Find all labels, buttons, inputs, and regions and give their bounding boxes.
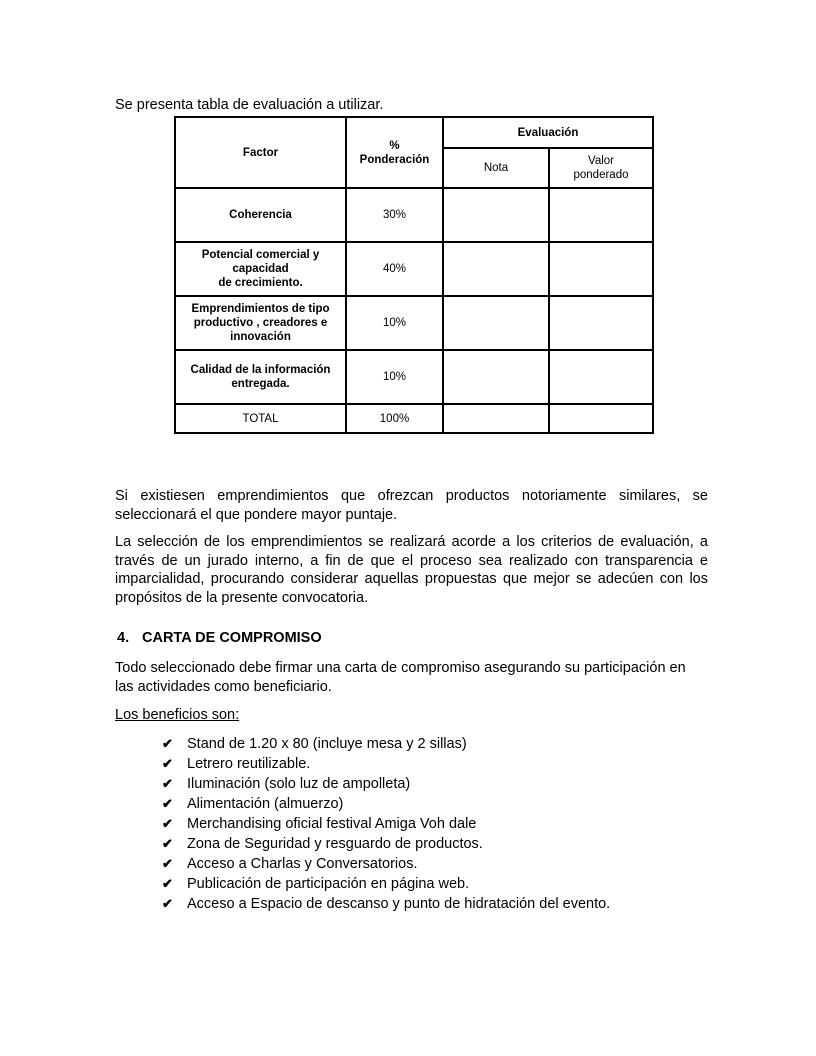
check-icon: ✔ (162, 876, 173, 891)
table-row (175, 188, 653, 242)
factor-cell (175, 188, 346, 242)
header-ponderacion-label: Ponderación (359, 153, 430, 166)
check-icon: ✔ (162, 776, 173, 791)
list-item (162, 894, 610, 914)
intro-text: Se presenta tabla de evaluación a utilizar. (115, 97, 384, 113)
benefit-text: Iluminación (solo luz de ampolleta) (187, 776, 411, 792)
list-item (162, 774, 610, 794)
total-nota-cell[interactable] (443, 404, 549, 433)
check-icon: ✔ (162, 856, 173, 871)
total-row (175, 404, 653, 433)
check-icon: ✔ (162, 896, 173, 911)
factor-cell (175, 296, 346, 350)
section-number: 4. (117, 630, 130, 646)
table-row (175, 242, 653, 296)
weight-cell: 40% (346, 242, 443, 296)
table-row (175, 350, 653, 404)
nota-cell[interactable] (443, 296, 549, 350)
header-factor: Factor (175, 117, 346, 188)
list-item (162, 754, 610, 774)
paragraph-selection-criteria: La selección de los emprendimientos se realizará acorde a los criterios de evaluación, a través de un jurado interno, a fin de que el proceso sea realizado con transparencia e imparcialidad, procurando considerar aquellas propuestas que mejor se adecúen con los propósitos de la presente convocatoria. (115, 534, 708, 606)
factor-line: capacidad (232, 263, 289, 275)
list-item (162, 734, 610, 754)
factor-line: Calidad de la información (190, 364, 331, 376)
evaluation-table (174, 116, 654, 434)
header-nota: Nota (443, 148, 549, 188)
factor-line: Potencial comercial y (201, 249, 320, 261)
factor-line: de crecimiento. (218, 277, 303, 289)
benefit-text: Merchandising oficial festival Amiga Voh dale (187, 816, 477, 832)
check-icon: ✔ (162, 796, 173, 811)
list-item (162, 874, 610, 894)
factor-cell (175, 350, 346, 404)
factor-line: productivo , creadores e (193, 317, 328, 329)
header-pct: % (389, 139, 400, 152)
benefits-list (162, 734, 610, 914)
check-icon: ✔ (162, 836, 173, 851)
valor-cell[interactable] (549, 242, 653, 296)
header-valor-line2: ponderado (573, 169, 629, 181)
factor-line: innovación (230, 331, 291, 343)
factor-line: Emprendimientos de tipo (191, 303, 330, 315)
section-body: Todo seleccionado debe firmar una carta de compromiso asegurando su participación en las actividades como beneficiario. (115, 660, 686, 695)
section-heading (117, 630, 322, 646)
total-valor-cell[interactable] (549, 404, 653, 433)
weight-cell: 30% (346, 188, 443, 242)
factor-line: Coherencia (229, 209, 292, 221)
nota-cell[interactable] (443, 242, 549, 296)
header-evaluacion: Evaluación (443, 117, 653, 148)
valor-cell[interactable] (549, 350, 653, 404)
header-valor-ponderado (549, 148, 653, 188)
factor-cell (175, 242, 346, 296)
total-weight: 100% (346, 404, 443, 433)
benefit-text: Letrero reutilizable. (187, 756, 311, 772)
table-row (175, 296, 653, 350)
list-item (162, 854, 610, 874)
weight-cell: 10% (346, 296, 443, 350)
benefit-text: Publicación de participación en página web. (187, 876, 470, 892)
list-item (162, 814, 610, 834)
weight-cell: 10% (346, 350, 443, 404)
benefit-text: Acceso a Espacio de descanso y punto de hidratación del evento. (187, 896, 611, 912)
section-title: CARTA DE COMPROMISO (142, 630, 322, 646)
header-valor-line1: Valor (588, 155, 614, 167)
check-icon: ✔ (162, 756, 173, 771)
header-ponderacion (346, 117, 443, 188)
total-label: TOTAL (175, 404, 346, 433)
valor-cell[interactable] (549, 296, 653, 350)
list-item (162, 794, 610, 814)
check-icon: ✔ (162, 816, 173, 831)
benefit-text: Stand de 1.20 x 80 (incluye mesa y 2 sillas) (187, 736, 467, 752)
benefit-text: Zona de Seguridad y resguardo de productos. (187, 836, 483, 852)
benefits-title: Los beneficios son: (115, 707, 240, 723)
paragraph-similar-products: Si existiesen emprendimientos que ofrezcan productos notoriamente similares, se seleccionará el que pondere mayor puntaje. (115, 488, 708, 523)
list-item (162, 834, 610, 854)
benefit-text: Acceso a Charlas y Conversatorios. (187, 856, 418, 872)
factor-line: entregada. (231, 378, 290, 390)
nota-cell[interactable] (443, 350, 549, 404)
nota-cell[interactable] (443, 188, 549, 242)
check-icon: ✔ (162, 736, 173, 751)
valor-cell[interactable] (549, 188, 653, 242)
benefit-text: Alimentación (almuerzo) (187, 796, 344, 812)
